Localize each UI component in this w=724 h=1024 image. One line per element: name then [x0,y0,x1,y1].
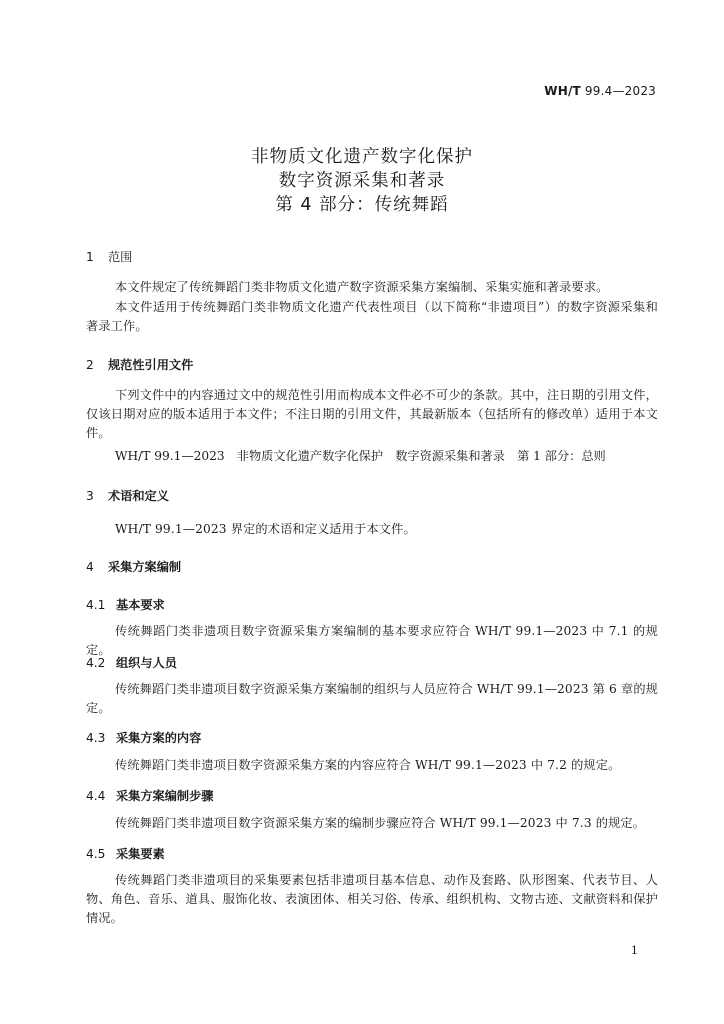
subsection-number: 4.4 [86,789,106,803]
subsection-4-2-heading [86,654,177,671]
subsection-number: 4.2 [86,656,106,670]
section-1-heading [86,248,132,265]
section-3-paragraph-1: WH/T 99.1—2023 界定的术语和定义适用于本文件。 [115,522,416,536]
subsection-4-4-text: 传统舞蹈门类非遗项目数字资源采集方案的编制步骤应符合 WH/T 99.1—2023 中 7.3 的规定。 [115,816,646,830]
title-line-1: 非物质文化遗产数字化保护 [251,147,473,167]
section-number: 3 [86,489,94,503]
subsection-4-1-text: 传统舞蹈门类非遗项目数字资源采集方案编制的基本要求应符合 WH/T 99.1—2023 中 7.1 的规定。 [86,624,658,657]
section-3-heading [86,487,169,504]
subsection-4-2-text: 传统舞蹈门类非遗项目数字资源采集方案编制的组织与人员应符合 WH/T 99.1—2023 第 6 章的规定。 [86,682,658,715]
subsection-number: 4.3 [86,731,106,745]
section-2-heading [86,356,193,373]
section-number: 2 [86,358,94,372]
subsection-title: 采集要素 [116,847,165,861]
subsection-4-3-text: 传统舞蹈门类非遗项目数字资源采集方案的内容应符合 WH/T 99.1—2023 中 7.2 的规定。 [115,758,621,772]
subsection-4-4-heading [86,787,214,804]
doc-number: 99.4—2023 [580,84,656,98]
subsection-4-5-heading [86,845,165,862]
doc-prefix: WH/T [544,84,581,98]
subsection-title: 采集方案的内容 [116,731,202,745]
section-1-paragraph-2: 本文件适用于传统舞蹈门类非物质文化遗产代表性项目（以下简称“非遗项目”）的数字资源采集和著录工作。 [86,300,658,333]
subsection-title: 采集方案编制步骤 [116,789,214,803]
page-number: 1 [631,944,638,957]
section-title: 范围 [108,250,133,264]
subsection-4-3-heading [86,729,201,746]
title-line-3: 第 4 部分：传统舞蹈 [275,195,449,215]
section-number: 4 [86,560,94,574]
subsection-4-5-text: 传统舞蹈门类非遗项目的采集要素包括非遗项目基本信息、动作及套路、队形图案、代表节目、人物、角色、音乐、道具、服饰化妆、表演团体、相关习俗、传承、组织机构、文物古迹、文献资料和保护情况。 [86,873,658,925]
section-2-paragraph-1: 下列文件中的内容通过文中的规范性引用而构成本文件必不可少的条款。其中，注日期的引用文件，仅该日期对应的版本适用于本文件；不注日期的引用文件，其最新版本（包括所有的修改单）适用于本文件。 [86,388,658,440]
section-title: 规范性引用文件 [108,358,194,372]
subsection-title: 基本要求 [116,598,165,612]
document-code [544,84,656,98]
section-4-heading [86,558,181,575]
document-title [0,145,724,217]
section-title: 术语和定义 [108,489,169,503]
normative-reference: WH/T 99.1—2023 非物质文化遗产数字化保护 数字资源采集和著录 第 1 部分：总则 [115,449,606,463]
subsection-number: 4.1 [86,598,106,612]
subsection-number: 4.5 [86,847,106,861]
section-1-paragraph-1: 本文件规定了传统舞蹈门类非物质文化遗产数字资源采集方案编制、采集实施和著录要求。 [115,280,609,294]
subsection-title: 组织与人员 [116,656,177,670]
section-number: 1 [86,250,94,264]
subsection-4-1-heading [86,596,165,613]
title-line-2: 数字资源采集和著录 [278,171,446,191]
section-title: 采集方案编制 [108,560,182,574]
